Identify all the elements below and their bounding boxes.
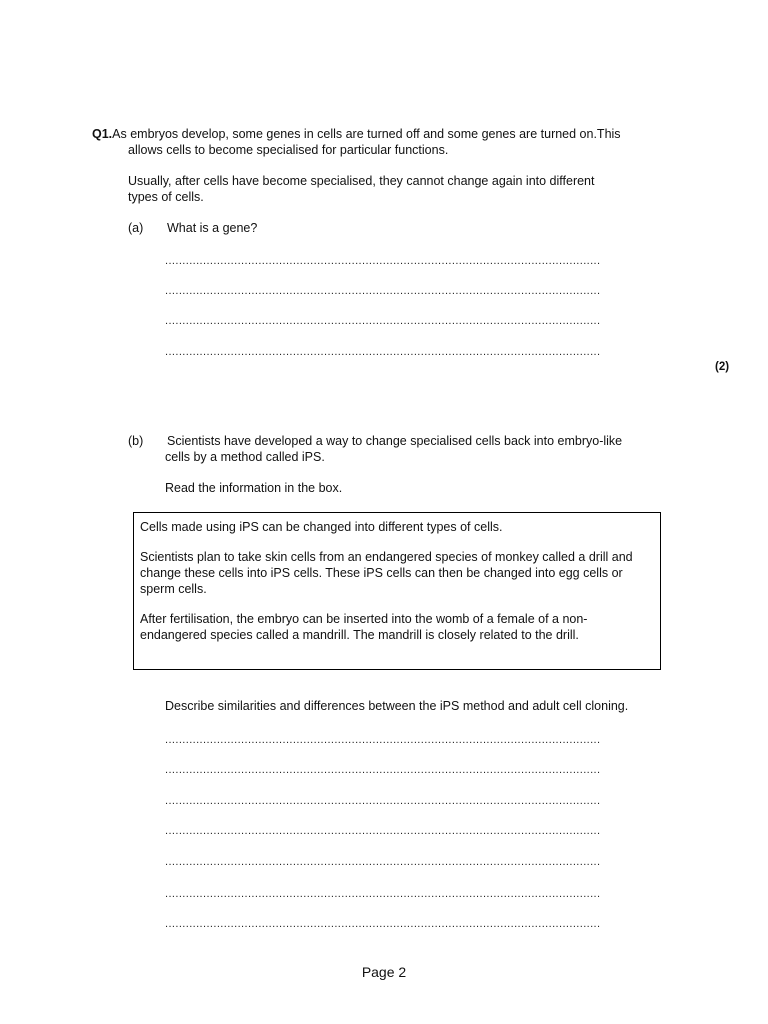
part-b-label: (b) xyxy=(128,434,144,448)
part-a-marks: (2) xyxy=(715,361,730,373)
answer-line-b-2[interactable]: .............................................................................................................................. xyxy=(165,764,601,776)
part-b-task: Describe similarities and differences between the iPS method and adult cell cloning. xyxy=(165,699,629,713)
part-b-prompt-line2: cells by a method called iPS. xyxy=(165,450,325,464)
answer-line-b-7[interactable]: .............................................................................................................................. xyxy=(165,918,601,930)
information-box xyxy=(133,512,661,670)
answer-line-b-5[interactable]: .............................................................................................................................. xyxy=(165,856,601,868)
part-a-label: (a) xyxy=(128,221,144,235)
answer-line-b-3[interactable]: .............................................................................................................................. xyxy=(165,795,601,807)
page-number: Page 2 xyxy=(361,964,407,980)
question-para2-line1: Usually, after cells have become specialised, they cannot change again into different xyxy=(128,174,595,188)
question-para2-line2: types of cells. xyxy=(128,190,204,204)
part-b-prompt-line1: Scientists have developed a way to change specialised cells back into embryo-like xyxy=(167,434,623,448)
answer-line-b-1[interactable]: .............................................................................................................................. xyxy=(165,734,601,746)
info-box-paragraph-1: Cells made using iPS can be changed into different types of cells. xyxy=(140,520,503,534)
question-intro-text: As embryos develop, some genes in cells are turned off and some genes are turned on.This xyxy=(112,127,621,141)
answer-line-a-4[interactable]: .............................................................................................................................. xyxy=(165,346,601,358)
answer-line-a-1[interactable]: .............................................................................................................................. xyxy=(165,255,601,267)
part-a-prompt: What is a gene? xyxy=(167,221,258,235)
part-b-instruction: Read the information in the box. xyxy=(165,481,343,495)
question-number: Q1. xyxy=(92,127,113,141)
answer-line-a-2[interactable]: .............................................................................................................................. xyxy=(165,285,601,297)
answer-line-b-4[interactable]: .............................................................................................................................. xyxy=(165,825,601,837)
question-intro-line1 xyxy=(92,126,712,142)
answer-line-b-6[interactable]: .............................................................................................................................. xyxy=(165,888,601,900)
question-intro-line2: allows cells to become specialised for particular functions. xyxy=(128,143,449,157)
answer-line-a-3[interactable]: .............................................................................................................................. xyxy=(165,315,601,327)
info-box-paragraph-2: Scientists plan to take skin cells from an endangered species of monkey called a drill and change these cells into iPS cells. These iPS cells can then be changed into egg cells or sperm cells. xyxy=(140,550,633,596)
info-box-paragraph-3: After fertilisation, the embryo can be inserted into the womb of a female of a non-endangered species called a mandrill. The mandrill is closely related to the drill. xyxy=(140,612,588,642)
